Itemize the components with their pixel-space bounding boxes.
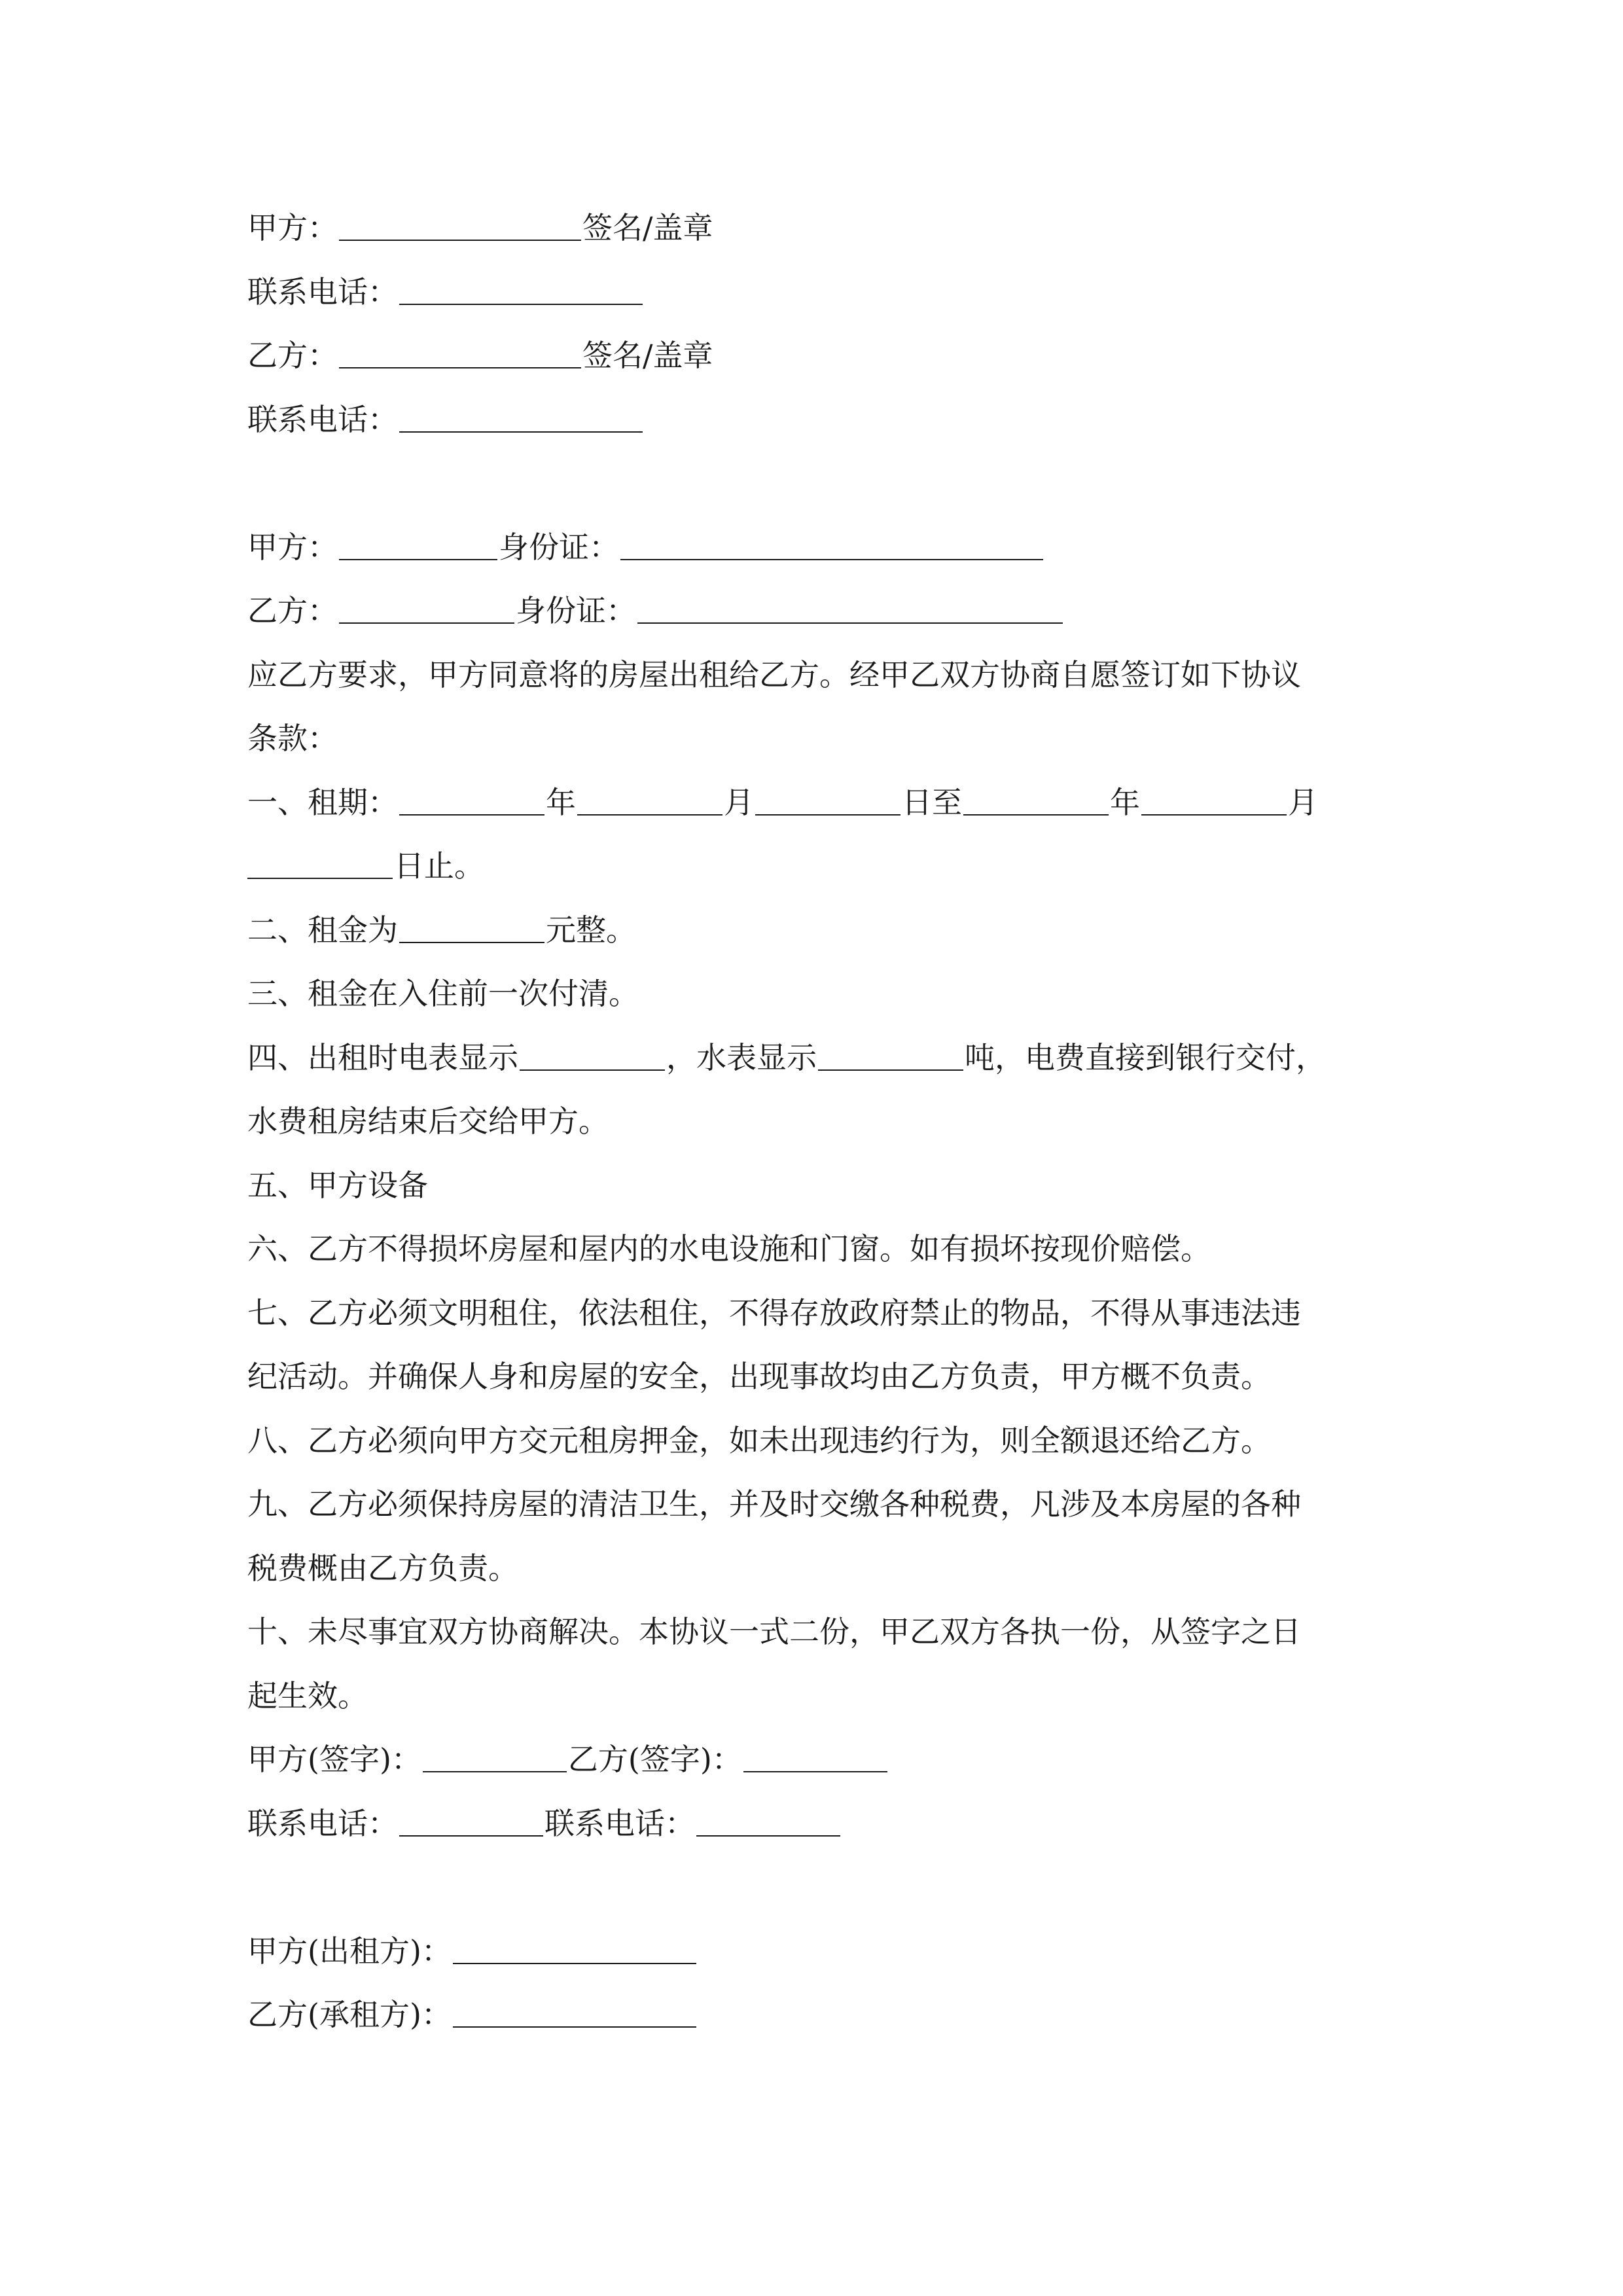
- sig1-phone-a-blank[interactable]: [399, 274, 643, 305]
- id-a-blank[interactable]: [620, 529, 1043, 560]
- clause-4-suffix: 吨，电费直接到银行交付，: [965, 1040, 1326, 1075]
- clause-1-prefix: 一、租期：: [247, 785, 398, 820]
- clause-7-line-1: 七、乙方必须文明租住，依法租住，不得存放政府禁止的物品，不得从事违法违: [247, 1295, 1301, 1331]
- clause-1-year-2: 年: [1110, 785, 1140, 820]
- clause-1-line-1: [247, 776, 1318, 829]
- sig1-sign-seal-b: 签名/盖章: [582, 338, 713, 373]
- clause-3-line: 三、租金在入住前一次付清。: [247, 976, 639, 1011]
- sig1-phone-a-label: 联系电话：: [247, 274, 398, 310]
- clause-4-mid: ，水表显示: [666, 1040, 817, 1075]
- clause-10-line-2: 起生效。: [247, 1678, 368, 1713]
- sig1-phone-a-line: [247, 266, 644, 318]
- lease-start-day-blank[interactable]: [755, 784, 901, 816]
- clause-2-prefix: 二、租金为: [247, 912, 398, 948]
- lease-end-day-blank[interactable]: [247, 848, 393, 879]
- clause-4-line-1: [247, 1031, 1326, 1084]
- clause-5-line: 五、甲方设备: [247, 1168, 428, 1203]
- intro-line-2: 条款：: [247, 721, 338, 756]
- sig1-party-a-label: 甲方：: [247, 210, 338, 245]
- sig1-party-a-line: [247, 202, 713, 254]
- id-party-a-label: 甲方：: [247, 529, 338, 565]
- clause-1-year-1: 年: [546, 785, 576, 820]
- clause-1-day-end: 日止。: [394, 848, 484, 884]
- water-meter-blank[interactable]: [818, 1039, 963, 1071]
- sig2-sign-line: [247, 1733, 889, 1785]
- clause-1-line-2: [247, 840, 484, 892]
- sig2-party-a-sign-blank[interactable]: [423, 1741, 567, 1772]
- sig1-party-b-blank[interactable]: [339, 337, 581, 368]
- sig2-phone-a-blank[interactable]: [399, 1805, 543, 1837]
- lease-end-year-blank[interactable]: [963, 784, 1109, 816]
- rent-amount-blank[interactable]: [399, 912, 544, 943]
- id-party-b-blank[interactable]: [339, 592, 514, 624]
- clause-7-line-2: 纪活动。并确保人身和房屋的安全，出现事故均由乙方负责，甲方概不负责。: [247, 1359, 1271, 1394]
- sig3-lessee-line: [247, 1988, 698, 2041]
- clause-1-day-to: 日至: [902, 785, 962, 820]
- sig1-phone-b-line: [247, 393, 644, 446]
- sig1-party-b-label: 乙方：: [247, 338, 338, 373]
- id-party-a-line: [247, 521, 1044, 573]
- sig1-party-a-blank[interactable]: [339, 209, 581, 241]
- sig2-phone-b-blank[interactable]: [696, 1805, 840, 1837]
- clause-1-month-2: 月: [1288, 785, 1318, 820]
- sig2-party-b-sign-label: 乙方(签字)：: [567, 1742, 742, 1777]
- clause-8-line: 八、乙方必须向甲方交元租房押金，如未出现违约行为，则全额退还给乙方。: [247, 1423, 1271, 1458]
- clause-1-month-1: 月: [724, 785, 754, 820]
- id-party-b-label: 乙方：: [247, 593, 338, 628]
- id-a-label: 身份证：: [499, 529, 619, 565]
- clause-10-line-1: 十、未尽事宜双方协商解决。本协议一式二份，甲乙双方各执一份，从签字之日: [247, 1614, 1301, 1649]
- id-party-b-line: [247, 584, 1064, 637]
- clause-9-line-2: 税费概由乙方负责。: [247, 1551, 518, 1586]
- clause-9-line-1: 九、乙方必须保持房屋的清洁卫生，并及时交缴各种税费，凡涉及本房屋的各种: [247, 1486, 1301, 1522]
- sig2-phone-line: [247, 1797, 842, 1850]
- sig3-lessor-label: 甲方(出租方)：: [247, 1933, 452, 1969]
- sig1-phone-b-blank[interactable]: [399, 401, 643, 433]
- id-party-a-blank[interactable]: [339, 529, 497, 560]
- sig2-party-a-sign-label: 甲方(签字)：: [247, 1742, 421, 1777]
- clause-6-line: 六、乙方不得损坏房屋和屋内的水电设施和门窗。如有损坏按现价赔偿。: [247, 1231, 1211, 1266]
- lease-start-month-blank[interactable]: [577, 784, 722, 816]
- clause-4-prefix: 四、出租时电表显示: [247, 1040, 518, 1075]
- clause-2-line: [247, 904, 636, 956]
- sig1-phone-b-label: 联系电话：: [247, 402, 398, 437]
- sig2-phone-b-label: 联系电话：: [544, 1806, 695, 1841]
- id-b-blank[interactable]: [637, 592, 1063, 624]
- lease-end-month-blank[interactable]: [1141, 784, 1287, 816]
- sig2-party-b-sign-blank[interactable]: [743, 1741, 887, 1772]
- sig3-lessor-blank[interactable]: [453, 1933, 696, 1964]
- clause-4-line-2: 水费租房结束后交给甲方。: [247, 1103, 609, 1139]
- clause-2-suffix: 元整。: [546, 912, 636, 948]
- electric-meter-blank[interactable]: [520, 1039, 665, 1071]
- sig3-lessee-label: 乙方(承租方)：: [247, 1997, 452, 2032]
- sig2-phone-a-label: 联系电话：: [247, 1806, 398, 1841]
- sig1-sign-seal-a: 签名/盖章: [582, 210, 713, 245]
- lease-start-year-blank[interactable]: [399, 784, 544, 816]
- sig3-lessor-line: [247, 1925, 698, 1977]
- intro-line-1: 应乙方要求，甲方同意将的房屋出租给乙方。经甲乙双方协商自愿签订如下协议: [247, 657, 1301, 692]
- sig1-party-b-line: [247, 329, 713, 382]
- sig3-lessee-blank[interactable]: [453, 1996, 696, 2028]
- id-b-label: 身份证：: [516, 593, 636, 628]
